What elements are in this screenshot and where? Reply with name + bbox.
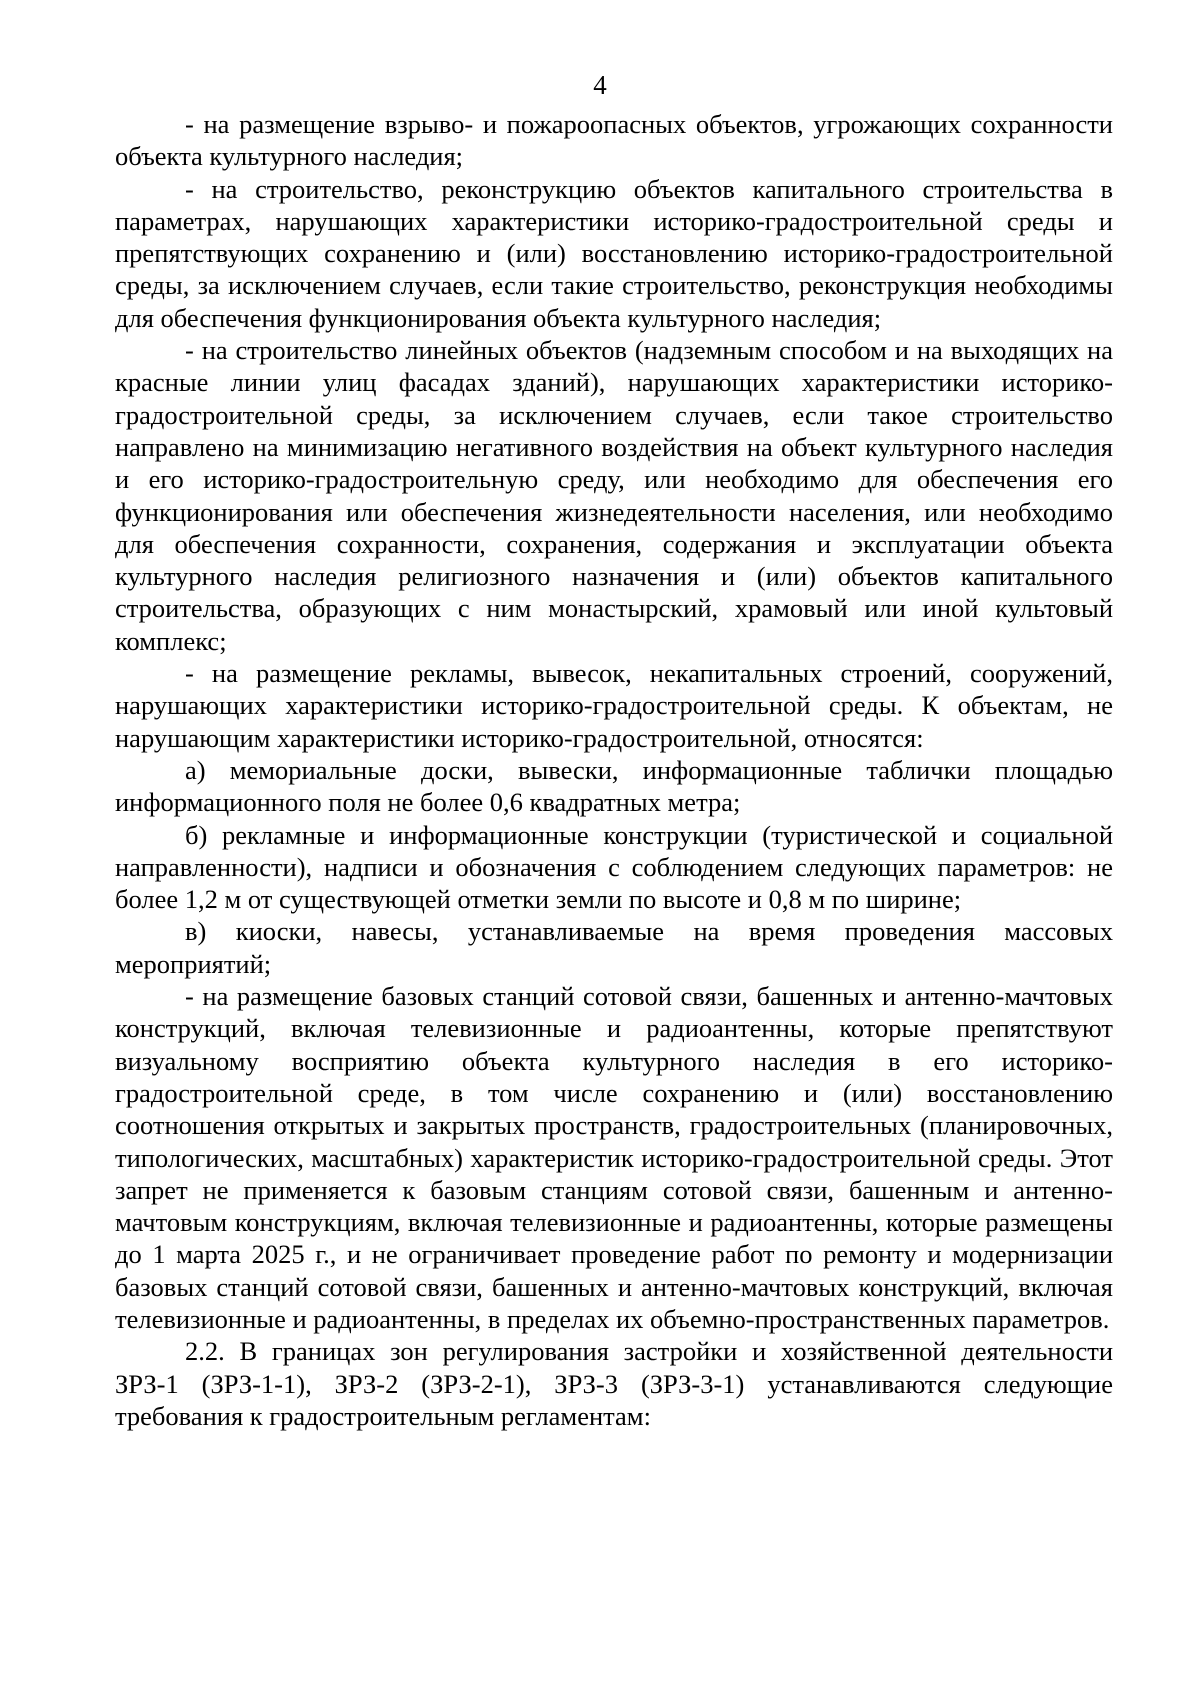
page-number: 4 [593, 70, 607, 100]
paragraph-prohibition-explosive-objects: - на размещение взрыво- и пожароопасных объектов, угрожающих сохранности объекта культурного наследия; [115, 109, 1113, 172]
paragraph-item-b: б) рекламные и информационные конструкции (туристической и социальной направленности), надписи и обозначения с соблюдением следующих параметров: не более 1,2 м от существующей отметки земли по высоте и 0,8 м по ширине; [115, 819, 1113, 915]
document-body [115, 108, 1113, 1432]
paragraph-prohibition-advertising: - на размещение рекламы, вывесок, некапитальных строений, сооружений, нарушающих характеристики историко-градостроительной среды. К объектам, не нарушающим характеристики историко-градостроительной, относятся: [115, 658, 1113, 753]
paragraph-item-a: а) мемориальные доски, вывески, информационные таблички площадью информационного поля не более 0,6 квадратных метра; [115, 754, 1113, 818]
paragraph-section-2-2: 2.2. В границах зон регулирования застройки и хозяйственной деятельности ЗРЗ-1 (ЗРЗ-1-1), ЗРЗ-2 (ЗРЗ-2-1), ЗРЗ-3 (ЗРЗ-3-1) устанавливаются следующие требования к градостроительным регламентам: [115, 1336, 1113, 1431]
paragraph-prohibition-capital-construction: - на строительство, реконструкцию объектов капитального строительства в параметрах, нарушающих характеристики историко-градостроительной среды и препятствующих сохранению и (или) восстановлению историко-градостроительной среды, за исключением случаев, если такие строительство, реконструкция необходимы для обеспечения функционирования объекта культурного наследия; [115, 173, 1113, 333]
paragraph-prohibition-base-stations: - на размещение базовых станций сотовой связи, башенных и антенно-мачтовых конструкций, включая телевизионные и радиоантенны, которые препятствуют визуальному восприятию объекта культурного наследия в его историко-градостроительной среде, в том числе сохранению и (или) восстановлению соотношения открытых и закрытых пространств, градостроительных (планировочных, типологических, масштабных) характеристик историко-градостроительной среды. Этот запрет не применяется к базовым станциям сотовой связи, башенным и антенно-мачтовым конструкциям, включая телевизионные и радиоантенны, которые размещены до 1 марта 2025 г., и не ограничивает проведение работ по ремонту и модернизации базовых станций сотовой связи, башенных и антенно-мачтовых конструкций, включая телевизионные и радиоантенны, в пределах их объемно-пространственных параметров. [115, 981, 1113, 1334]
paragraph-prohibition-linear-objects: - на строительство линейных объектов (надземным способом и на выходящих на красные линии улиц фасадах зданий), нарушающих характеристики историко-градостроительной среды, за исключением случаев, если такое строительство направлено на минимизацию негативного воздействия на объект культурного наследия и его историко-градостроительную среду, или необходимо для обеспечения его функционирования или обеспечения жизнедеятельности населения, или необходимо для обеспечения сохранности, сохранения, содержания и эксплуатации объекта культурного наследия религиозного назначения и (или) объектов капитального строительства, образующих с ним монастырский, храмовый или иной культовый комплекс; [115, 335, 1113, 656]
paragraph-item-v: в) киоски, навесы, устанавливаемые на время проведения массовых мероприятий; [115, 916, 1113, 979]
